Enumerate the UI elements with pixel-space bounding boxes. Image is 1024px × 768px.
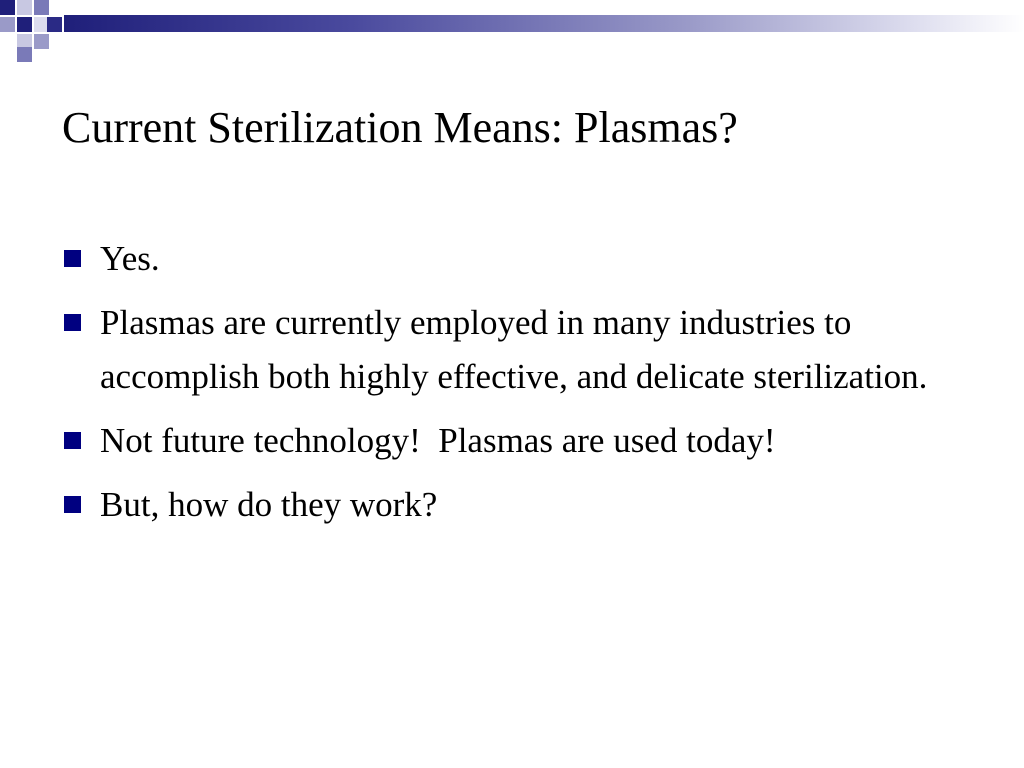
- square-bullet-icon: [64, 250, 81, 267]
- deco-square: [34, 0, 49, 15]
- bullet-text: Yes.: [100, 239, 160, 278]
- bullet-list: [64, 232, 964, 542]
- bullet-item: [64, 296, 964, 404]
- deco-square: [17, 47, 32, 62]
- bullet-text: But, how do they work?: [100, 485, 438, 524]
- deco-square: [0, 0, 15, 15]
- deco-square: [47, 17, 62, 32]
- header-decoration: [0, 0, 1024, 64]
- bullet-item: [64, 414, 964, 468]
- deco-square: [34, 34, 49, 49]
- gradient-bar: [64, 15, 1024, 32]
- square-bullet-icon: [64, 314, 81, 331]
- square-bullet-icon: [64, 496, 81, 513]
- deco-square: [17, 0, 32, 15]
- square-bullet-icon: [64, 432, 81, 449]
- bullet-item: [64, 232, 964, 286]
- deco-square: [0, 17, 15, 32]
- bullet-text: Not future technology! Plasmas are used today!: [100, 421, 776, 460]
- deco-square: [17, 17, 32, 32]
- bullet-text: Plasmas are currently employed in many industries to accomplish both highly effective, and delicate sterilization.: [100, 303, 928, 396]
- slide-title: Current Sterilization Means: Plasmas?: [62, 103, 738, 152]
- bullet-item: [64, 478, 964, 532]
